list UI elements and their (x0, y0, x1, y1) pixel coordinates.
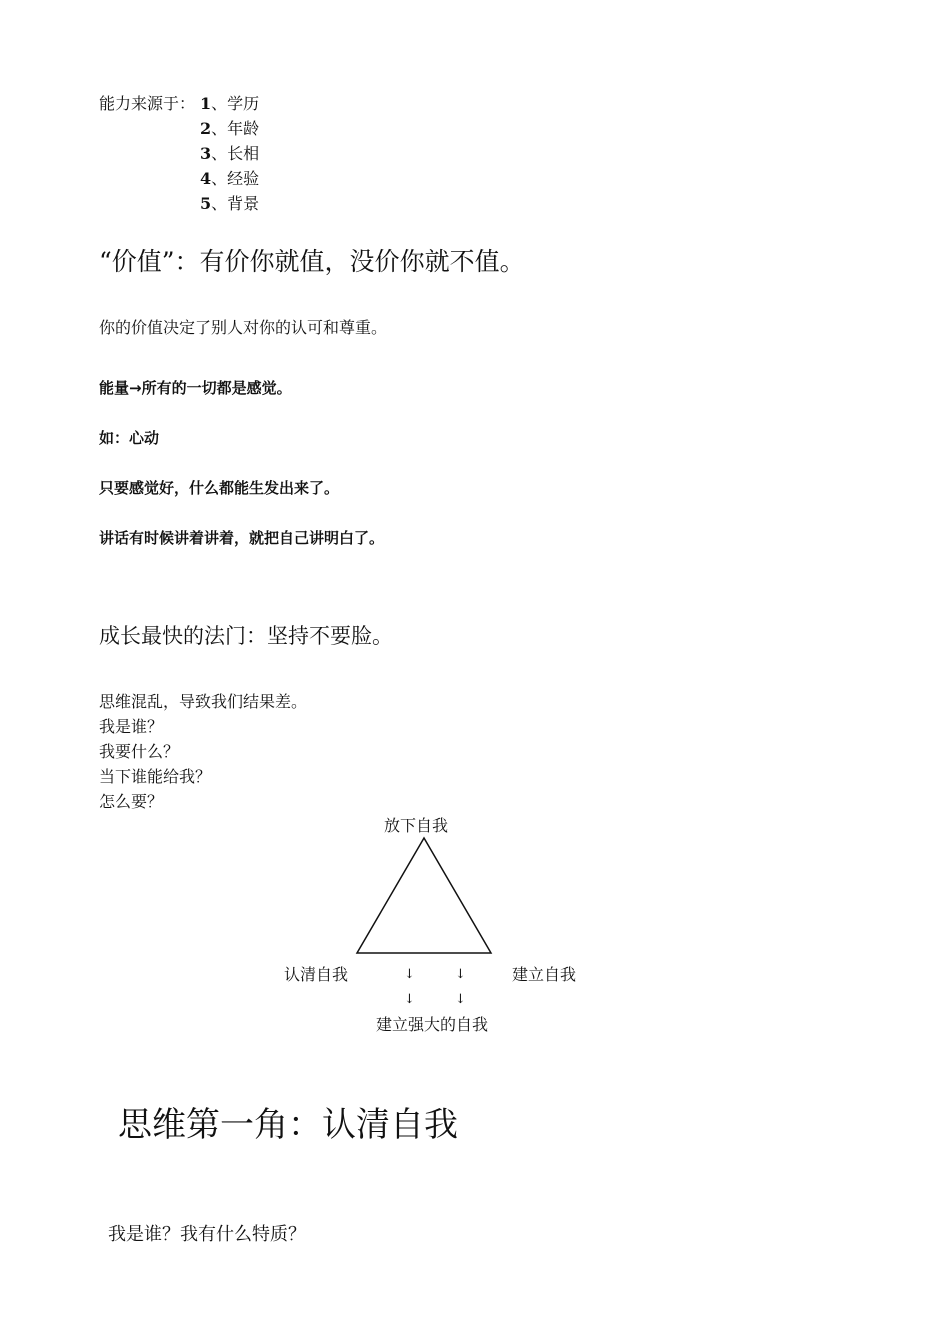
list-item (99, 191, 259, 216)
energy-line-3: 只要感觉好，什么都能生发出来了。 (99, 479, 340, 497)
item-text: 、经验 (211, 169, 260, 188)
question-list (99, 689, 307, 814)
item-number: 5 (200, 194, 212, 213)
item-number: 1 (200, 94, 212, 113)
ability-list (99, 91, 259, 216)
list-item (99, 141, 259, 166)
item-number: 4 (200, 169, 212, 188)
value-heading: “价值”：有价你就值，没价你就不值。 (99, 247, 525, 276)
list-item (99, 166, 259, 191)
item-number: 3 (200, 144, 212, 163)
list-item: 怎么要？ (99, 792, 164, 811)
diagram-left-label: 认清自我 (284, 965, 349, 984)
energy-line-4: 讲话有时候讲着讲着，就把自己讲明白了。 (99, 529, 385, 547)
growth-heading: 成长最快的法门：坚持不要脸。 (99, 624, 393, 648)
arrow-down-icon: ↓ (404, 992, 415, 1007)
list-item: 思维混乱，导致我们结果差。 (99, 692, 308, 711)
list-item (99, 116, 259, 141)
energy-line-2: 如：心动 (99, 429, 160, 447)
arrow-down-icon: ↓ (455, 967, 466, 982)
section-heading: 思维第一角：认清自我 (118, 1105, 458, 1145)
arrow-down-icon: ↓ (404, 967, 415, 982)
triangle-shape (357, 838, 491, 953)
diagram-top-label: 放下自我 (384, 816, 449, 835)
diagram-right-label: 建立自我 (512, 965, 577, 984)
item-text: 、背景 (211, 194, 260, 213)
energy-line-1: 能量→所有的一切都是感觉。 (99, 379, 292, 397)
item-number: 2 (200, 119, 212, 138)
ability-prefix: 能力来源于： (99, 94, 196, 113)
list-item: 当下谁能给我？ (99, 767, 212, 786)
diagram-bottom-label: 建立强大的自我 (376, 1015, 489, 1034)
list-item (99, 91, 259, 116)
item-text: 、年龄 (211, 119, 260, 138)
section-question: 我是谁？我有什么特质？ (108, 1224, 306, 1245)
triangle-diagram (355, 836, 495, 958)
list-item: 我是谁？ (99, 717, 164, 736)
arrow-down-icon: ↓ (455, 992, 466, 1007)
item-text: 、长相 (211, 144, 260, 163)
item-text: 、学历 (211, 94, 260, 113)
list-item: 我要什么？ (99, 742, 180, 761)
value-line: 你的价值决定了别人对你的认可和尊重。 (99, 318, 388, 337)
